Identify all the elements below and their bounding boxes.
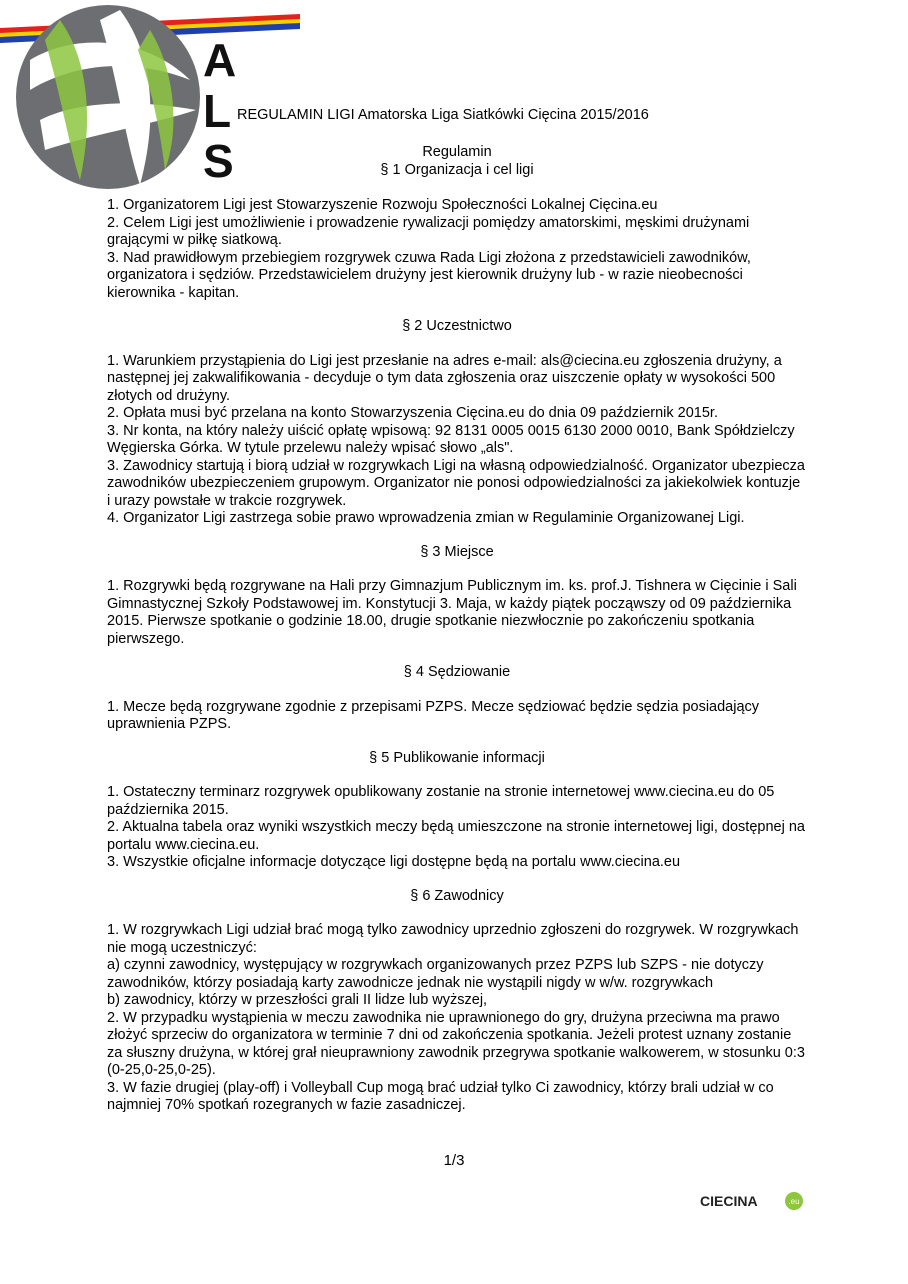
page-number: 1/3 [443,1152,465,1169]
section-4-line-1: 1. Mecze będą rozgrywane zgodnie z przepisami PZPS. Mecze sędziować będzie sędzia posiadający uprawnienia PZPS. [107,698,760,732]
section-2-line-2: 2. Opłata musi być przelana na konto Stowarzyszenia Cięcina.eu do dnia 09 październik 2015r. [107,405,718,421]
section-6-line-5: 3. W fazie drugiej (play-off) i Volleyball Cup mogą brać udział tylko Ci zawodnicy, którzy brali udział w co najmniej 70% spotkań rozegranych w fazie zasadniczej. [107,1079,774,1113]
section-1-line-1: 1. Organizatorem Ligi jest Stowarzyszenie Rozwoju Społeczności Lokalnej Cięcina.eu [107,197,658,213]
section-2-line-3: 3. Nr konta, na który należy uiścić opłatę wpisową: 92 8131 0005 0015 6130 2000 0010, Bank Spółdzielczy Węgierska Górka. W tytule przelewu należy wpisać słowo „als". [107,422,795,456]
document-body [107,144,807,1115]
section-1-line-3: 3. Nad prawidłowym przebiegiem rozgrywek czuwa Rada Ligi złożona z przedstawicieli zawodników, organizatora i sędziów. Przedstawicielem drużyny jest kierownik drużyny lub - w razie nieobecności kierownika - kapitan. [107,249,751,301]
section-3-line-1: 1. Rozgrywki będą rozgrywane na Hali przy Gimnazjum Publicznym im. ks. prof.J. Tishnera w Cięcinie i Sali Gimnastycznej Szkoły Podstawowej im. Konstytucji 3. Maja, w każdy piątek począwszy od 09 października 2015. Pierwsze spotkanie o godzinie 18.00, drugie spotkanie niezwłocznie po zakończeniu spotkania pierwszego. [107,578,797,647]
section-2-line-5: 4. Organizator Ligi zastrzega sobie prawo wprowadzenia zmian w Regulaminie Organizowanej Ligi. [107,510,745,526]
section-heading-1: § 1 Organizacja i cel ligi [380,161,534,178]
section-heading-3: § 3 Miejsce [420,543,494,560]
ciecina-logo [700,1190,804,1212]
section-heading-6: § 6 Zawodnicy [410,887,504,904]
section-5-line-1: 1. Ostateczny terminarz rozgrywek opublikowany zostanie na stronie internetowej www.ciecina.eu do 05 października 2015. [107,784,775,818]
section-heading-5: § 5 Publikowanie informacji [369,749,545,766]
section-2-line-1: 1. Warunkiem przystąpienia do Ligi jest przesłanie na adres e-mail: als@ciecina.eu zgłoszenia drużyny, a następnej jej zakwalifikowania - decyduje o tym data zgłoszenia oraz uiszczenie opłaty w wysokości 500 złotych od drużyny. [107,352,782,404]
section-heading-2: § 2 Uczestnictwo [402,318,512,334]
section-6-line-1: 1. W rozgrywkach Ligi udział brać mogą tylko zawodnicy uprzednio zgłoszeni do rozgrywek. W rozgrywkach nie mogą uczestniczyć: [107,922,799,956]
logo-letter-s: S [203,135,234,187]
section-5-line-3: 3. Wszystkie oficjalne informacje dotyczące ligi dostępne będą na portalu www.ciecina.eu [107,854,681,870]
section-1-line-2: 2. Celem Ligi jest umożliwienie i prowadzenie rywalizacji pomiędzy amatorskimi, męskimi drużynami grającymi w piłkę siatkową. [107,214,750,248]
section-6-line-2: a) czynni zawodnicy, występujący w rozgrywkach organizowanych przez PZPS lub SZPS - nie dotyczy zawodników, którzy posiadają karty zawodnicze jednak nie wystąpili nigdy w w/w. rozgrywkach [107,957,764,991]
section-6-line-3: b) zawodnicy, którzy w przeszłości grali II lidze lub wyższej, [107,992,488,1008]
section-2-line-4: 3. Zawodnicy startują i biorą udział w rozgrywkach Ligi na własną odpowiedzialność. Organizator ubezpiecza zawodników ubezpieczeniem grupowym. Organizator nie ponosi odpowiedzialności za jakiekolwiek kontuzje i urazy powstałe w trakcie rozgrywek. [107,457,805,509]
document-title: REGULAMIN LIGI Amatorska Liga Siatkówki Cięcina 2015/2016 [237,107,649,123]
logo-letter-a: A [203,34,237,86]
section-heading-4: § 4 Sędziowanie [403,664,511,680]
section-5-line-2: 2. Aktualna tabela oraz wyniki wszystkich meczy będą umieszczone na stronie internetowej ligi, dostępnej na portalu www.ciecina.eu. [107,819,805,853]
ciecina-logo-badge: .eu [788,1197,800,1206]
ciecina-logo-text: CIECINA [700,1193,758,1209]
section-6-line-4: 2. W przypadku wystąpienia w meczu zawodnika nie uprawnionego do gry, drużyna przeciwna ma prawo złożyć sprzeciw do organizatora w terminie 7 dni od zakończenia spotkania. Jeżeli protest uznany zostanie za słuszny drużyna, w której grał nieuprawniony zawodnik przegrywa spotkanie walkowerem, w stosunku 0:3 (0-25,0-25,0-25). [107,1009,805,1078]
logo-letter-l: L [203,85,232,137]
subtitle: Regulamin [422,144,492,160]
